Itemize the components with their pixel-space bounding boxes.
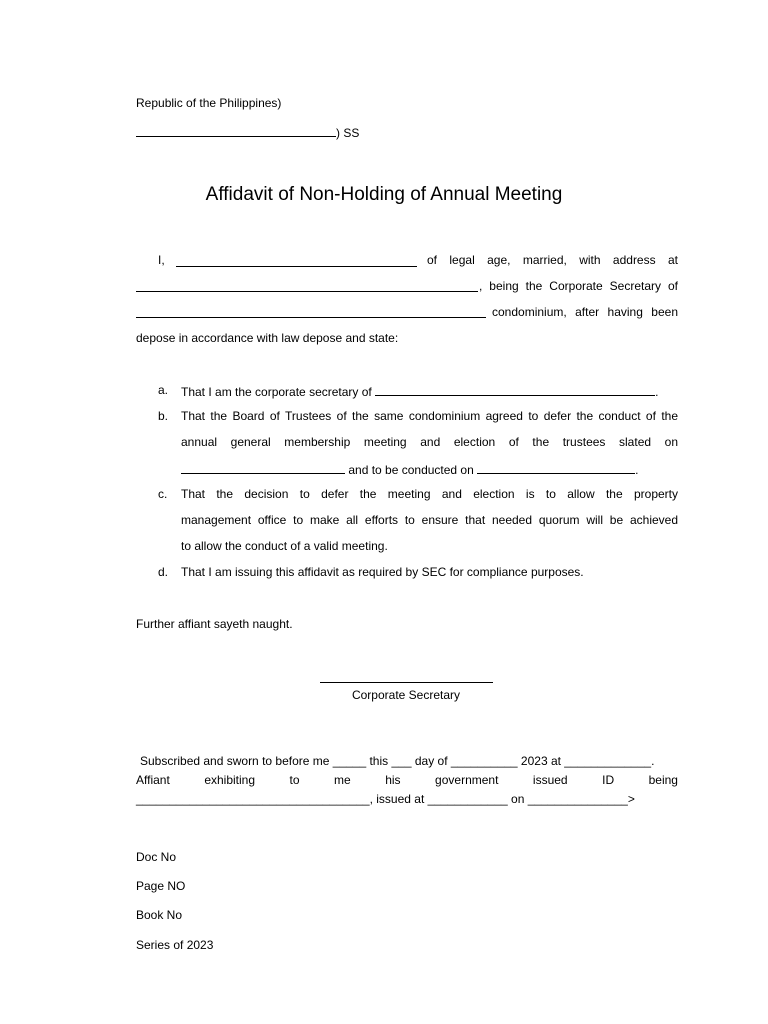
item-text: annual general membership meeting and election of the trustees slated on <box>181 435 678 449</box>
corporation-blank[interactable] <box>375 383 655 396</box>
signature-label: Corporate Secretary <box>351 688 461 702</box>
series: Series of 2023 <box>136 938 214 952</box>
venue-line <box>136 124 359 140</box>
intro-line2-end: , being the Corporate Secretary of <box>479 279 678 293</box>
venue-blank[interactable] <box>136 124 336 137</box>
intro-line1-end: of legal age, married, with address at <box>427 253 678 267</box>
name-blank[interactable] <box>176 254 417 267</box>
item-text: to allow the conduct of a valid meeting. <box>181 539 388 553</box>
item-mark: c. <box>158 487 168 501</box>
affidavit-page: Republic of the Philippines) ) SS Affidavit of Non-Holding of Annual Meeting I, of legal age, married, with address at , being the Corporate Secretary of condominium, after having been depose in accordance with law depose and state: a. That I am the corporate secretary of . b. That the Board of Trustees of the same condominium agreed to defer the conduct of the annual general membership meeting and election of the trustees slated on and to be conducted on . c. That the decision to defer the meeting and election is to allow the property management office to make all efforts to ensure that needed quorum will be achieved to allow the conduct of a valid meeting. d. That I am issuing this affidavit as required by SEC for compliance purposes. Further affiant sayeth naught. Corporate Secretary Subscribed and sworn to before me _____ this ___ day of __________ 2023 at _____________. Affiant exhibiting to me his government issued ID being ___________________________________, issued at ____________ on _______________> Doc No Page NO Book No Series of 2023 <box>0 0 768 1024</box>
doc-no: Doc No <box>136 850 177 864</box>
conduct-date-blank[interactable] <box>477 461 635 474</box>
jurat-line3: ___________________________________, issued at ____________ on _______________> <box>136 792 635 806</box>
jurat-word: being <box>648 773 678 787</box>
further-affiant: Further affiant sayeth naught. <box>136 617 293 631</box>
document-title: Affidavit of Non-Holding of Annual Meeting <box>205 184 563 205</box>
jurat-word: exhibiting <box>204 773 256 787</box>
jurat-word: ID <box>602 773 615 787</box>
item-text: That the Board of Trustees of the same condominium agreed to defer the conduct of the <box>181 409 678 423</box>
item-mark: a. <box>158 383 169 397</box>
jurat-word: government <box>435 773 499 787</box>
intro-line2 <box>136 279 478 295</box>
jurat-word: Affiant <box>136 773 170 787</box>
jurat-word: his <box>385 773 401 787</box>
signature-line[interactable] <box>320 682 493 683</box>
intro-i: I, <box>158 253 165 267</box>
jurat-line2 <box>136 773 678 787</box>
slated-date-blank[interactable] <box>181 461 345 474</box>
jurat-line1: Subscribed and sworn to before me _____ this ___ day of __________ 2023 at _____________. <box>140 754 655 768</box>
item-text: management office to make all efforts to ensure that needed quorum will be achieved <box>181 513 678 527</box>
item-mark: d. <box>158 565 169 579</box>
address-blank[interactable] <box>136 279 478 292</box>
item-mark: b. <box>158 409 169 423</box>
jurat-word: me <box>334 773 351 787</box>
jurat-word: issued <box>532 773 568 787</box>
book-no: Book No <box>136 908 183 922</box>
item-text: That the decision to defer the meeting and election is to allow the property <box>181 487 678 501</box>
intro-line4: depose in accordance with law depose and state: <box>136 331 399 345</box>
condominium-blank[interactable] <box>136 305 486 318</box>
ss-label: ) SS <box>336 126 360 140</box>
item-text: That I am the corporate secretary of <box>181 385 372 399</box>
item-text: That I am issuing this affidavit as required by SEC for compliance purposes. <box>181 565 584 579</box>
jurat-word: to <box>289 773 300 787</box>
page-no: Page NO <box>136 879 186 893</box>
intro-line3 <box>136 305 486 321</box>
republic-line: Republic of the Philippines) <box>136 96 282 110</box>
intro-line3-end: condominium, after having been <box>492 305 678 319</box>
